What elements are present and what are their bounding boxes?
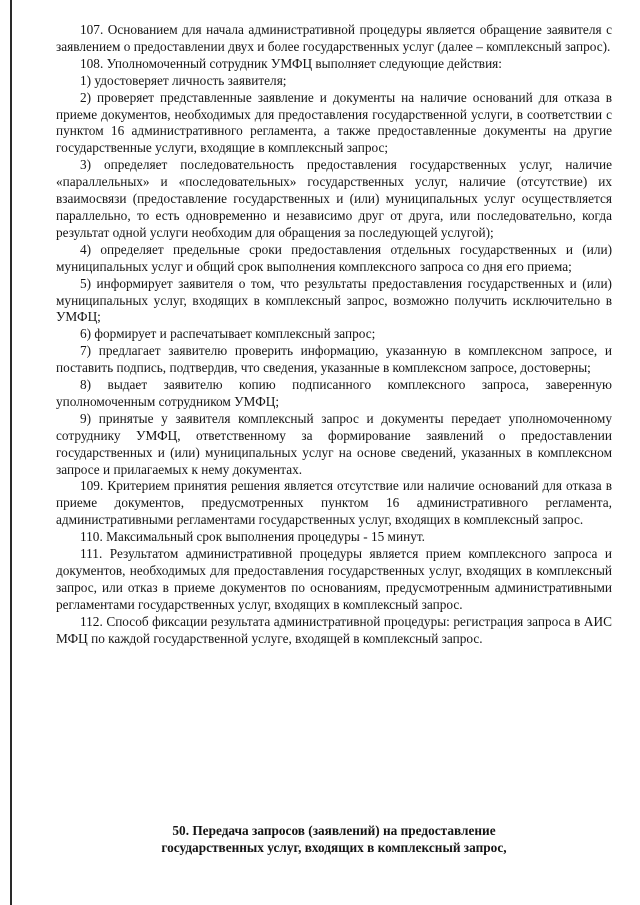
list-item-3: 3) определяет последовательность предоставления государственных услуг, наличие «параллельных» и «последовательных» государственных услуг, наличие (отсутствие) их взаимосвязи (предоставление государственных и (или) муниципальных услуг осуществляется параллельно, то есть одновременно и независимо друг от друга, или последовательно, когда результат одной услуги необходим для обращения за последующей услугой); [56, 157, 612, 240]
list-item-1: 1) удостоверяет личность заявителя; [80, 72, 287, 88]
list-item-5: 5) информирует заявителя о том, что результаты предоставления государственных и (или) муниципальных услуг, входящих в комплексный запрос, возможно получить исключительно в УМФЦ; [56, 275, 612, 325]
list-item-9: 9) принятые у заявителя комплексный запрос и документы передает уполномоченному сотруднику УМФЦ, ответственному за формирование заявлений о предоставлении государственных и (или) муниципальных услуг на основе сведений, указанных в комплексном запросе и прилагаемых к нему документах. [56, 410, 612, 477]
paragraph-109: 109. Критерием принятия решения является отсутствие или наличие оснований для отказа в приеме документов, предусмотренных пунктом 16 административного регламента, административными регламентами государственных услуг, входящих в комплексный запрос. [56, 478, 612, 528]
paragraph-112: 112. Способ фиксации результата административной процедуры: регистрация запроса в АИС МФЦ по каждой государственной услуге, входящей в комплексный запрос. [56, 613, 612, 646]
list-item-7: 7) предлагает заявителю проверить информацию, указанную в комплексном запросе, и поставить подпись, подтвердив, что сведения, указанные в комплексном запросе, достоверны; [56, 343, 612, 376]
section-heading-line-1: 50. Передача запросов (заявлений) на предоставление [172, 823, 496, 838]
paragraph-108: 108. Уполномоченный сотрудник УМФЦ выполняет следующие действия: [80, 55, 502, 71]
list-item-2: 2) проверяет представленные заявление и документы на наличие оснований для отказа в приеме документов, необходимых для предоставления государственной услуги, в соответствии с пунктом 16 административного регламента, а также предоставленные документы на другие государственные услуги, входящие в комплексный запрос; [56, 89, 612, 156]
body-text [56, 22, 612, 648]
list-item-8: 8) выдает заявителю копию подписанного комплексного запроса, заверенную уполномоченным сотрудником УМФЦ; [56, 377, 612, 409]
list-item-6: 6) формирует и распечатывает комплексный запрос; [80, 326, 376, 342]
paragraph-111: 111. Результатом административной процедуры является прием комплексного запроса и документов, необходимых для предоставления государственных услуг, входящих в комплексный запрос, или отказ в приеме документов по основаниям, предусмотренным административными регламентами государственных услуг, входящих в комплексный запрос. [56, 546, 612, 612]
binding-edge-line [10, 0, 12, 905]
list-item-4: 4) определяет предельные сроки предоставления отдельных государственных и (или) муниципальных услуг и общий срок выполнения комплексного запроса со дня его приема; [56, 241, 612, 274]
paragraph-107: 107. Основанием для начала административной процедуры является обращение заявителя с заявлением о предоставлении двух и более государственных услуг (далее – комплексный запрос). [56, 22, 612, 54]
paragraph-110: 110. Максимальный срок выполнения процедуры - 15 минут. [80, 529, 425, 545]
section-heading-line-2: государственных услуг, входящих в комплексный запрос, [161, 840, 507, 855]
section-heading [56, 822, 612, 856]
